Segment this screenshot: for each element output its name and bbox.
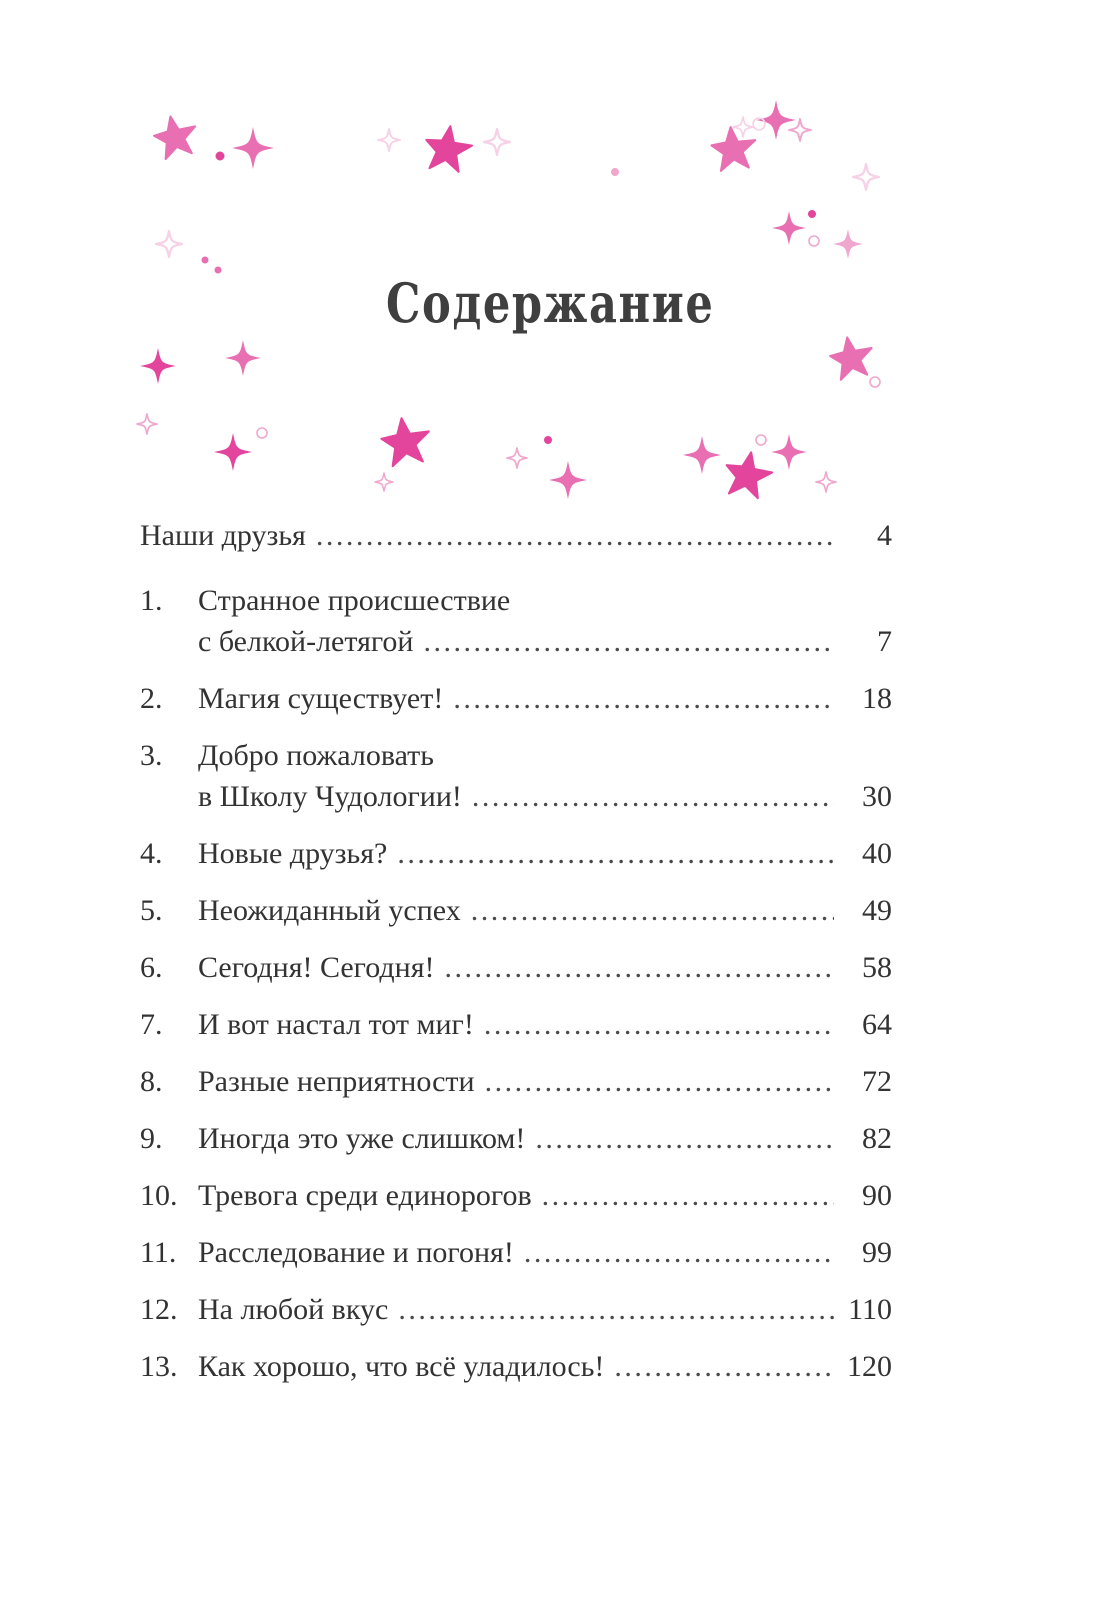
entry-line	[198, 1119, 892, 1158]
entry-line	[198, 1005, 892, 1044]
leader-dots	[472, 777, 834, 816]
entry-number: 5.	[140, 894, 163, 927]
entry-number: 7.	[140, 1008, 163, 1041]
four-point-sparkle-icon	[140, 348, 176, 384]
entry-line	[198, 1347, 892, 1386]
entry-line	[198, 1290, 892, 1329]
toc-entry[interactable]	[140, 834, 892, 873]
page-number: 40	[862, 837, 892, 870]
four-point-sparkle-icon	[214, 433, 252, 471]
entry-number: 9.	[140, 1122, 163, 1155]
toc-entry[interactable]	[140, 948, 892, 987]
entry-line	[140, 516, 892, 555]
four-point-sparkle-icon	[549, 461, 587, 499]
four-point-sparkle-outline-icon	[378, 129, 400, 151]
page-number: 7	[877, 625, 892, 658]
dot-icon	[202, 257, 209, 264]
four-point-sparkle-icon	[771, 434, 807, 470]
page-number: 58	[862, 951, 892, 984]
page-number: 82	[862, 1122, 892, 1155]
four-point-sparkle-icon	[225, 340, 261, 376]
entry-title: Новые друзья?	[198, 837, 388, 870]
leader-dots	[398, 1290, 834, 1329]
toc-entry[interactable]	[140, 1119, 892, 1158]
entry-body	[198, 581, 892, 661]
four-point-sparkle-outline-icon	[137, 414, 157, 434]
page-number: 90	[862, 1179, 892, 1212]
entry-line	[198, 1233, 892, 1272]
entry-title: Иногда это уже слишком!	[198, 1122, 526, 1155]
entry-line	[198, 777, 892, 816]
entry-title: Разные неприятности	[198, 1065, 475, 1098]
entry-line	[198, 834, 892, 873]
entry-number: 8.	[140, 1065, 163, 1098]
entry-title: Сегодня! Сегодня!	[198, 951, 435, 984]
entry-title: И вот настал тот миг!	[198, 1008, 474, 1041]
toc-entry[interactable]	[140, 1290, 892, 1329]
page-number: 30	[862, 780, 892, 813]
five-point-star-icon	[422, 123, 474, 173]
entry-number: 10.	[140, 1179, 178, 1212]
entry-line	[198, 1176, 892, 1215]
star-decoration-field	[0, 0, 1100, 520]
leader-dots	[614, 1347, 834, 1386]
entry-line	[198, 1062, 892, 1101]
five-point-star-icon	[722, 449, 775, 501]
toc-entry[interactable]	[140, 1233, 892, 1272]
ring-icon	[756, 435, 766, 445]
leader-dots	[423, 622, 834, 661]
ring-icon	[753, 118, 765, 130]
five-point-star-icon	[151, 112, 201, 161]
leader-dots	[542, 1176, 834, 1215]
page-number: 49	[862, 894, 892, 927]
toc-entry[interactable]	[140, 891, 892, 930]
toc-entry[interactable]	[140, 1176, 892, 1215]
entry-title: Неожиданный успех	[198, 894, 461, 927]
entry-body	[198, 679, 892, 718]
dot-icon	[808, 210, 816, 218]
entry-title: с белкой-летягой	[198, 625, 414, 658]
toc-entry-intro[interactable]	[140, 516, 892, 555]
entry-title: Добро пожаловать	[198, 739, 434, 772]
leader-dots	[444, 948, 834, 987]
entry-body	[198, 1119, 892, 1158]
entry-number: 12.	[140, 1293, 178, 1326]
four-point-sparkle-icon	[833, 229, 863, 259]
entry-title: Странное происшествие	[198, 584, 511, 617]
page-number: 120	[847, 1350, 892, 1383]
entry-number: 6.	[140, 951, 163, 984]
entry-number: 13.	[140, 1350, 178, 1383]
four-point-sparkle-outline-icon	[816, 472, 836, 492]
page-number: 18	[862, 682, 892, 715]
page-title-wrapper	[0, 271, 1100, 335]
entry-body	[198, 1233, 892, 1272]
four-point-sparkle-outline-icon	[789, 119, 811, 141]
entry-body	[198, 948, 892, 987]
leader-dots	[316, 516, 834, 555]
five-point-star-icon	[710, 125, 758, 172]
entry-title: Магия существует!	[198, 682, 444, 715]
leader-dots	[453, 679, 834, 718]
entry-title: На любой вкус	[198, 1293, 389, 1326]
entry-number: 4.	[140, 837, 163, 870]
ring-icon	[257, 428, 267, 438]
entry-title: Наши друзья	[140, 519, 306, 552]
entry-number: 1.	[140, 584, 163, 617]
toc-entry[interactable]	[140, 679, 892, 718]
page-title: Содержание	[385, 271, 715, 335]
entry-line	[198, 891, 892, 930]
entry-body	[198, 1062, 892, 1101]
leader-dots	[535, 1119, 834, 1158]
leader-dots	[524, 1233, 834, 1272]
four-point-sparkle-icon	[756, 100, 796, 140]
entry-body	[198, 1176, 892, 1215]
entry-line	[198, 622, 892, 661]
page-number: 4	[877, 519, 892, 552]
entry-line	[198, 736, 892, 775]
leader-dots	[485, 1062, 834, 1101]
five-point-star-icon	[379, 415, 433, 467]
leader-dots	[397, 834, 834, 873]
entry-body	[198, 891, 892, 930]
four-point-sparkle-outline-icon	[484, 129, 510, 155]
four-point-sparkle-icon	[683, 436, 721, 474]
table-of-contents	[140, 516, 892, 1404]
leader-dots	[484, 1005, 834, 1044]
four-point-sparkle-icon	[232, 127, 274, 169]
page-number: 99	[862, 1236, 892, 1269]
entry-body	[198, 834, 892, 873]
page-number: 110	[848, 1293, 892, 1326]
dot-icon	[544, 436, 552, 444]
four-point-sparkle-outline-icon	[375, 473, 393, 491]
four-point-sparkle-icon	[772, 211, 806, 245]
four-point-sparkle-outline-icon	[507, 448, 527, 468]
entry-title: Расследование и погоня!	[198, 1236, 514, 1269]
four-point-sparkle-outline-icon	[853, 164, 879, 190]
four-point-sparkle-outline-icon	[156, 231, 182, 257]
toc-entry[interactable]	[140, 736, 892, 816]
four-point-sparkle-outline-icon	[733, 117, 753, 137]
entry-body	[140, 516, 892, 555]
dot-icon	[215, 267, 222, 274]
entry-line	[198, 679, 892, 718]
toc-entry[interactable]	[140, 1062, 892, 1101]
toc-entry[interactable]	[140, 1005, 892, 1044]
page-number: 72	[862, 1065, 892, 1098]
entry-number: 11.	[140, 1236, 177, 1269]
dot-icon	[216, 152, 225, 161]
five-point-star-icon	[827, 333, 876, 380]
entry-body	[198, 1290, 892, 1329]
entry-title: Тревога среди единорогов	[198, 1179, 532, 1212]
entry-title: Как хорошо, что всё уладилось!	[198, 1350, 605, 1383]
entry-number: 2.	[140, 682, 163, 715]
toc-entry[interactable]	[140, 1347, 892, 1386]
entry-body	[198, 1347, 892, 1386]
dot-icon	[611, 168, 619, 176]
leader-dots	[471, 891, 834, 930]
entry-body	[198, 1005, 892, 1044]
entry-line	[198, 581, 892, 620]
entry-line	[198, 948, 892, 987]
ring-icon	[870, 377, 880, 387]
entry-title: в Школу Чудологии!	[198, 780, 462, 813]
entry-body	[198, 736, 892, 816]
ring-icon	[809, 236, 819, 246]
page-number: 64	[862, 1008, 892, 1041]
entry-number: 3.	[140, 739, 163, 772]
toc-entry[interactable]	[140, 581, 892, 661]
